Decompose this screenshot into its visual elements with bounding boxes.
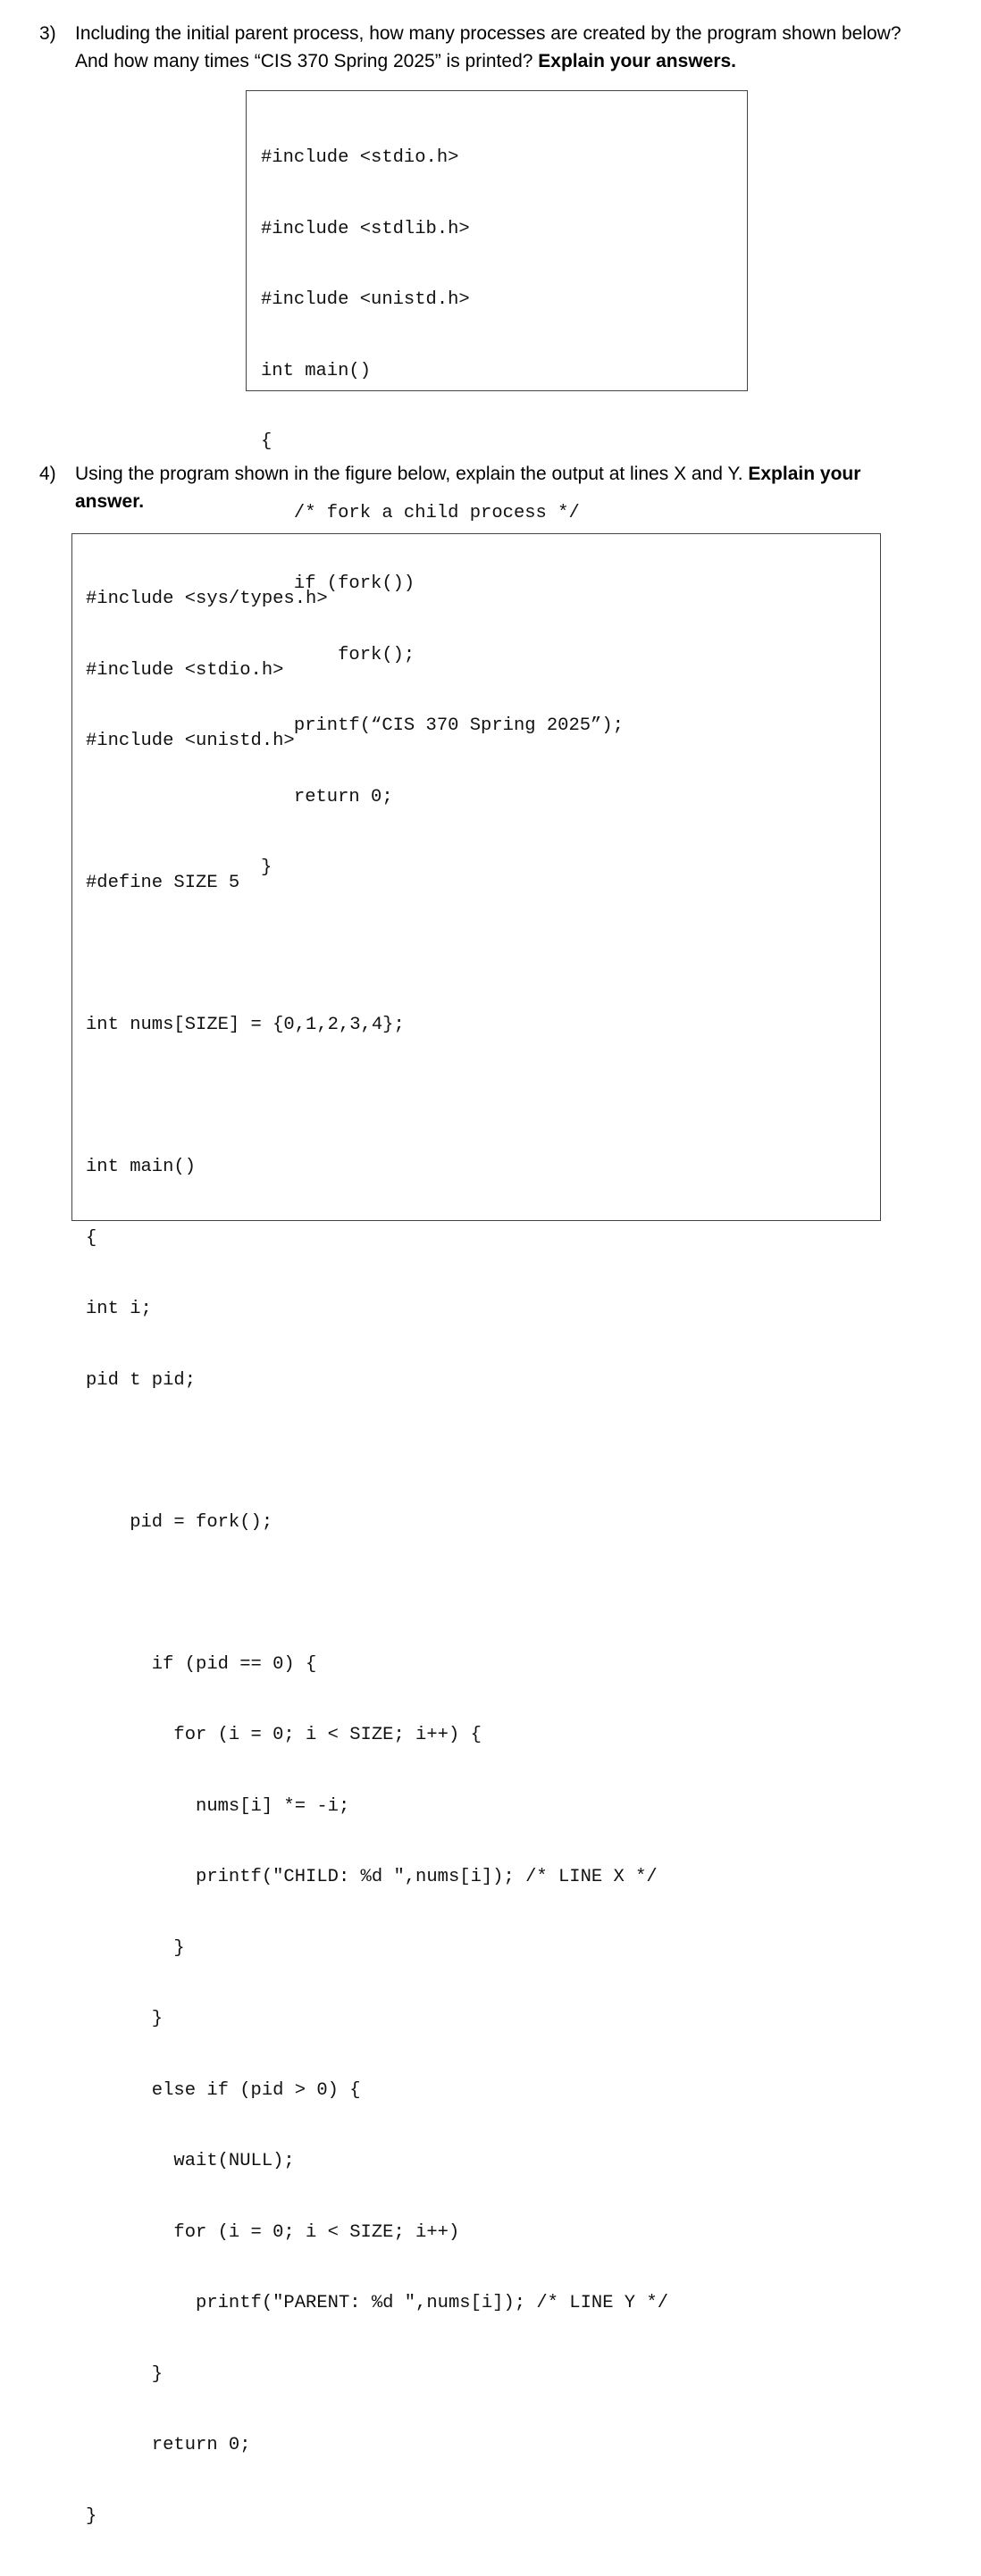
code-line: wait(NULL); xyxy=(86,2151,295,2171)
code-line: int main() xyxy=(261,360,372,381)
code-line: { xyxy=(86,1227,97,1249)
code-line: #include <sys/types.h> xyxy=(86,589,328,609)
code-line: for (i = 0; i < SIZE; i++) xyxy=(86,2221,460,2243)
code-line: nums[i] *= -i; xyxy=(86,1795,350,1817)
code-line: if (fork()) xyxy=(261,573,415,594)
question-4-line-1-text: Using the program shown in the figure below, explain the output at lines X and Y. xyxy=(75,464,749,484)
code-line: } xyxy=(261,857,272,878)
code-line: printf("CHILD: %d ",nums[i]); /* LINE X */ xyxy=(86,1867,658,1887)
question-4-number: 4) xyxy=(39,464,56,484)
question-3-line-2-text: And how many times “CIS 370 Spring 2025” is printed? xyxy=(75,51,539,71)
code-line: } xyxy=(86,1937,185,1959)
code-line: int i; xyxy=(86,1299,152,1319)
code-line: #include <stdio.h> xyxy=(86,659,284,681)
code-line-blank xyxy=(86,1440,668,1464)
code-line: #include <stdio.h> xyxy=(261,147,459,168)
code-line: fork(); xyxy=(261,644,415,665)
code-line-blank xyxy=(86,801,668,825)
code-line: } xyxy=(86,2363,164,2385)
question-4-line-1 xyxy=(75,460,860,488)
question-4-emphasis-continued: answer. xyxy=(75,491,145,512)
question-3-number: 3) xyxy=(39,23,56,44)
code-line: #define SIZE 5 xyxy=(86,873,240,893)
code-line: return 0; xyxy=(86,2435,251,2455)
code-listing-question-4 xyxy=(86,540,668,2576)
code-line: /* fork a child process */ xyxy=(261,502,580,523)
question-3-line-1: Including the initial parent process, how many processes are created by the program shown below? xyxy=(75,23,901,44)
code-line: int main() xyxy=(86,1157,197,1177)
code-line: for (i = 0; i < SIZE; i++) { xyxy=(86,1725,482,1745)
code-line: pid = fork(); xyxy=(86,1511,273,1533)
code-line-blank xyxy=(86,1085,668,1109)
question-4 xyxy=(39,460,951,517)
code-line: pid t pid; xyxy=(86,1369,197,1391)
code-line: else if (pid > 0) { xyxy=(86,2079,361,2101)
question-3 xyxy=(39,20,951,77)
question-4-line-2 xyxy=(75,488,144,515)
code-line: return 0; xyxy=(261,786,393,807)
question-4-emphasis: Explain your xyxy=(748,464,861,484)
code-line: #include <stdlib.h> xyxy=(261,218,470,239)
question-3-line-2 xyxy=(75,47,736,75)
code-line: printf("PARENT: %d ",nums[i]); /* LINE Y */ xyxy=(86,2293,669,2313)
code-line: } xyxy=(86,2009,164,2029)
code-line: } xyxy=(86,2505,97,2527)
code-line: { xyxy=(261,431,272,452)
code-box-question-4 xyxy=(71,533,881,2527)
question-3-emphasis: Explain your answers. xyxy=(538,51,737,71)
code-line: int nums[SIZE] = {0,1,2,3,4}; xyxy=(86,1015,405,1035)
code-line: #include <unistd.h> xyxy=(86,731,295,751)
code-line-blank xyxy=(86,943,668,967)
code-line-blank xyxy=(86,1582,668,1606)
code-line: #include <unistd.h> xyxy=(261,289,470,310)
code-line: if (pid == 0) { xyxy=(86,1653,317,1675)
code-line: printf(“CIS 370 Spring 2025”); xyxy=(261,715,624,736)
